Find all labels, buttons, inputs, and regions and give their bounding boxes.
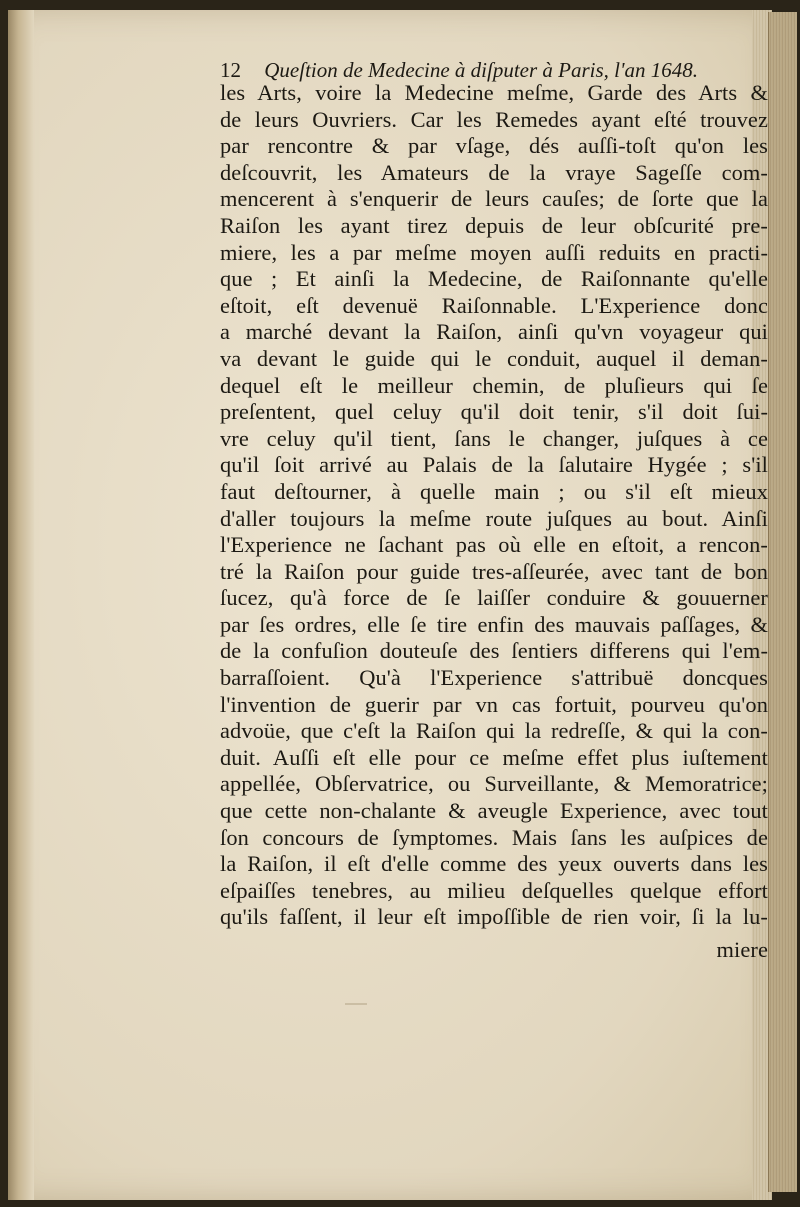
text-line: de leurs Ouvriers. Car les Remedes ayant eſté trouvez [220, 106, 768, 132]
text-line: dequel eſt le meilleur chemin, de pluſieurs qui ſe [220, 372, 768, 398]
binding-gutter [8, 10, 34, 1200]
text-line: d'aller toujours la meſme route juſques au bout. Ainſi [220, 505, 768, 531]
text-line: appellée, Obſervatrice, ou Surveillante, & Memoratrice; [220, 771, 768, 797]
text-line: mencerent à s'enquerir de leurs cauſes; de ſorte que la [220, 186, 768, 212]
text-line: ſucez, qu'à force de ſe laiſſer conduire & gouuerner [220, 585, 768, 611]
text-line: a marché devant la Raiſon, ainſi qu'vn voyageur qui [220, 319, 768, 345]
text-line: que ; Et ainſi la Medecine, de Raiſonnante qu'elle [220, 266, 768, 292]
text-line: qu'il ſoit arrivé au Palais de la ſalutaire Hygée ; s'il [220, 452, 768, 478]
text-line: l'Experience ne ſachant pas où elle en eſtoit, a rencon- [220, 532, 768, 558]
running-title: Queſtion de Medecine à diſputer à Paris, l'an 1648. [264, 58, 699, 82]
text-line: la Raiſon, il eſt d'elle comme des yeux ouverts dans les [220, 851, 768, 877]
text-line: par ſes ordres, elle ſe tire enfin des mauvais paſſages, & [220, 611, 768, 637]
page-stack-edge [768, 12, 797, 1192]
text-line: qu'ils faſſent, il leur eſt impoſſible de rien voir, ſi la lu- [220, 904, 768, 930]
text-line: eſtoit, eſt devenuë Raiſonnable. L'Experience donc [220, 292, 768, 318]
text-line: Raiſon les ayant tirez depuis de leur obſcurité pre- [220, 212, 768, 238]
text-line: que cette non-chalante & aveugle Experience, avec tout [220, 798, 768, 824]
text-line: les Arts, voire la Medecine meſme, Garde des Arts & [220, 80, 768, 105]
page-number: 12 [220, 58, 241, 82]
text-line: preſentent, quel celuy qu'il doit tenir, s'il doit ſui- [220, 399, 768, 425]
text-line: duit. Auſſi eſt elle pour ce meſme effet plus iuſtement [220, 744, 768, 770]
text-line: barraſſoient. Qu'à l'Experience s'attribuë doncques [220, 665, 768, 691]
text-line: faut deſtourner, à quelle main ; ou s'il eſt mieux [220, 478, 768, 504]
text-line: ſon concours de ſymptomes. Mais ſans les auſpices de [220, 824, 768, 850]
text-line: de la confuſion douteuſe des ſentiers differens qui l'em- [220, 638, 768, 664]
text-line: vre celuy qu'il tient, ſans le changer, juſques à ce [220, 425, 768, 451]
text-line: va devant le guide qui le conduit, auquel il deman- [220, 345, 768, 371]
text-line: deſcouvrit, les Amateurs de la vraye Sageſſe com- [220, 159, 768, 185]
text-line: advoüe, que c'eſt la Raiſon qui la redreſſe, & qui la con- [220, 718, 768, 744]
catchword: miere [716, 937, 768, 962]
text-line: l'invention de guerir par vn cas fortuit, pourveu qu'on [220, 691, 768, 717]
body-text [220, 80, 768, 964]
text-line: miere, les a par meſme moyen auſſi reduits en practi- [220, 239, 768, 265]
text-line: par rencontre & par vſage, dés auſſi-toſt qu'on les [220, 133, 768, 159]
text-line: tré la Raiſon pour guide tres-aſſeurée, avec tant de bon [220, 558, 768, 584]
ink-smudge [345, 1003, 367, 1005]
text-line: eſpaiſſes tenebres, au milieu deſquelles quelque effort [220, 877, 768, 903]
